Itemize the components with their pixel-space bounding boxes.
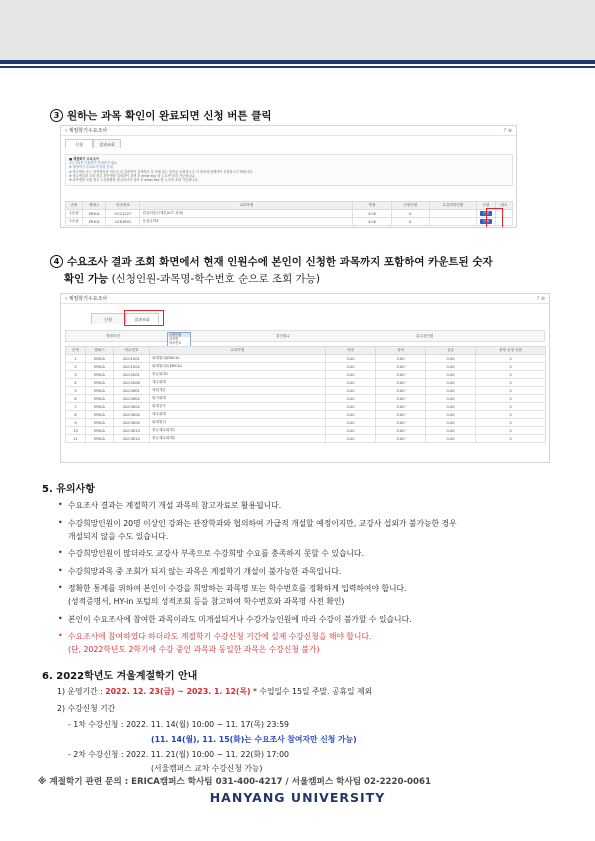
column-header: 수강희망인원 xyxy=(429,202,476,210)
step4-title-line2 xyxy=(64,271,320,286)
cell-course-name: 응용수학2 xyxy=(140,218,353,226)
cell-practice: 0.00 xyxy=(426,435,476,443)
filter-bar xyxy=(65,330,545,342)
notice-line: ※ 과목명을 모를 경우 수강편람을 참고하시어 입력 후 enter key 를 누르면 조회 가능합니다. xyxy=(69,178,199,183)
cell-lecture: 3.00 xyxy=(376,403,426,411)
cell-lecture: 3.00 xyxy=(376,363,426,371)
second-registration-line xyxy=(68,749,289,760)
sort-option[interactable]: 신청인원 xyxy=(168,333,190,337)
bullet-dot: • xyxy=(58,631,63,640)
note-item-continued: 개설되지 않을 수도 있습니다. xyxy=(68,532,169,541)
column-header: 학점 xyxy=(326,347,376,355)
table-row xyxy=(66,395,546,403)
cell-campus: ERICA xyxy=(86,427,114,435)
cell-code: ACC2601 xyxy=(114,387,150,395)
column-header: 학수번호 xyxy=(106,202,140,210)
section5-title: 5. 유의사항 xyxy=(42,484,95,495)
notice-title: ■ 계절학기 수요조사 xyxy=(69,157,99,161)
cell-applied: 0 xyxy=(391,218,429,226)
cell-current-count: 0 xyxy=(476,435,546,443)
cell-code: CCC1227 xyxy=(106,210,140,218)
header-rule-thin xyxy=(0,66,595,68)
cell-current-count: 0 xyxy=(476,371,546,379)
cell-current-count: 0 xyxy=(476,387,546,395)
total-label: 총인원수 xyxy=(276,334,290,338)
cell-course-name: 중급재무회계2 xyxy=(150,435,326,443)
column-header: 학점 xyxy=(353,202,391,210)
cell-no: 8 xyxy=(66,411,86,419)
first-reg-value: 2022. 11. 14(월) 10:00 ~ 11. 17(목) 23:59 xyxy=(125,720,289,729)
header-band xyxy=(0,0,595,60)
cell-credit: 3.00 xyxy=(326,419,376,427)
cell-lecture: 3.00 xyxy=(376,427,426,435)
chevron-right-icon: › xyxy=(65,296,67,302)
cell-code: ACC3014 xyxy=(114,435,150,443)
step4-text-line1: 수요조사 결과 조회 화면에서 현재 인원수에 본인이 신청한 과목까지 포함하여 카운트된 숫자 xyxy=(67,256,493,268)
cell-credit: 3.00 xyxy=(326,363,376,371)
column-header: 교과목명 xyxy=(150,347,326,355)
cell-campus: ERICA xyxy=(83,218,106,226)
first-registration-line xyxy=(68,719,289,730)
cell-credit: 3.00 xyxy=(326,403,376,411)
cell-practice: 0.00 xyxy=(426,387,476,395)
note-item-continued: (성적증명서, HY-in 포털의 성적조회 등을 참고하여 학수번호와 과목명 사전 확인) xyxy=(68,597,345,606)
help-icon[interactable]: ? ⊕ xyxy=(536,296,545,302)
screenshot-application xyxy=(60,125,517,228)
step3-title xyxy=(50,108,272,123)
notice-line: ※ 학수번호를 모를 경우 과목명을 입력하여 검색 후 enter key 를 누르면 조회 가능합니다. xyxy=(69,173,196,178)
cell-course-name: 재무회계 xyxy=(150,379,326,387)
cell-credit: 3.00 xyxy=(326,411,376,419)
circled-number-3: 3 xyxy=(50,109,63,122)
table-row xyxy=(66,218,513,226)
chevron-right-icon: › xyxy=(65,128,67,134)
table-header-row xyxy=(66,347,546,355)
sort-label: 정렬조건 xyxy=(106,334,120,338)
cell-course-name: 회계원리(ERICA) xyxy=(150,355,326,363)
cell-course-name: 세무회계 xyxy=(150,411,326,419)
cell-code: ACC2008 xyxy=(114,379,150,387)
column-header: 신청인원 xyxy=(391,202,429,210)
cell-lecture: 3.00 xyxy=(376,387,426,395)
note-item: 수강희망인원이 많더라도 교강사 부족으로 수강희망 수요를 충족하지 못할 수 있습니다. xyxy=(68,549,364,558)
sort-option[interactable]: 과목명 xyxy=(169,337,179,342)
cell-no: 10 xyxy=(66,427,86,435)
column-header: 순번 xyxy=(66,202,83,210)
apply-highlight-box xyxy=(486,208,503,228)
cell-no: 4 xyxy=(66,379,86,387)
column-header: 교과목명 xyxy=(140,202,353,210)
tab-apply[interactable]: 신청 xyxy=(91,313,125,324)
cell-practice: 0.00 xyxy=(426,379,476,387)
contact-info: ※ 계절학기 관련 문의 : ERICA캠퍼스 학사팀 031-400-4217 / 서울캠퍼스 학사팀 02-2220-0061 xyxy=(38,777,431,787)
bullet-dot: • xyxy=(58,500,63,509)
cell-no: 2 xyxy=(66,363,86,371)
cell-campus: ERICA xyxy=(86,379,114,387)
cell-campus: ERICA xyxy=(86,355,114,363)
column-header: 학수번호 xyxy=(114,347,150,355)
cell-current-count: 0 xyxy=(476,363,546,371)
cell-credit: 3.00 xyxy=(353,210,391,218)
second-reg-note: (서울캠퍼스 교차 수강신청 가능) xyxy=(151,764,263,773)
cell-practice: 0.00 xyxy=(426,427,476,435)
apply-table xyxy=(65,201,513,226)
table-row xyxy=(66,419,546,427)
shot1-header xyxy=(61,126,516,136)
university-logo: HANYANG UNIVERSITY xyxy=(209,790,386,805)
cell-no: 11 xyxy=(66,435,86,443)
bullet-dot: • xyxy=(58,518,63,527)
cell-rank: 2순위 xyxy=(66,218,83,226)
cell-course-name: 중급회계1 xyxy=(150,371,326,379)
period-note: * 수업일수 15일 주말. 공휴일 제외 xyxy=(250,687,373,696)
note-item: 본인이 수요조사에 참여한 과목이라도 미개설되거나 수강가능인원에 따라 수강이 불가할 수 있습니다. xyxy=(68,615,412,624)
cell-credit: 3.00 xyxy=(353,218,391,226)
cell-lecture: 3.00 xyxy=(376,371,426,379)
total-enroll-label: 총수강인원 xyxy=(416,334,434,338)
cell-applied: 0 xyxy=(391,210,429,218)
bullet-dot: • xyxy=(58,566,63,575)
cell-code: ACC1001 xyxy=(114,355,150,363)
sort-dropdown[interactable] xyxy=(167,332,191,347)
cell-credit: 3.00 xyxy=(326,395,376,403)
column-header: 캠퍼스 xyxy=(83,202,106,210)
cell-campus: ERICA xyxy=(86,419,114,427)
cell-no: 7 xyxy=(66,403,86,411)
shot2-header xyxy=(61,294,549,304)
shot2-page-title: 계절학기수요조사 xyxy=(68,296,108,302)
cell-practice: 0.00 xyxy=(426,355,476,363)
cell-no: 6 xyxy=(66,395,86,403)
column-header: 캠퍼스 xyxy=(86,347,114,355)
cell-practice: 0.00 xyxy=(426,411,476,419)
note-item: 수강희망과목 중 조회가 되지 않는 과목은 계절학기 개설이 불가능한 과목입니다. xyxy=(68,567,342,576)
cell-code: ACC2001 xyxy=(114,371,150,379)
cell-credit: 3.00 xyxy=(326,435,376,443)
step4-title xyxy=(50,254,493,269)
cell-course-name: 세법개론 xyxy=(150,387,326,395)
cell-lecture: 3.00 xyxy=(376,435,426,443)
cell-current-count: 0 xyxy=(476,411,546,419)
cell-hope xyxy=(429,210,476,218)
step4-text-bold: 확인 가능 xyxy=(64,273,109,285)
note-item: 정확한 통계를 위하여 본인이 수강을 희망하는 과목명 또는 학수번호를 정확하게 입력하여야 합니다. xyxy=(68,584,407,593)
column-header: 현재 신청 인원 xyxy=(476,347,546,355)
section6-title: 6. 2022학년도 겨울계절학기 안내 xyxy=(42,671,198,682)
cell-credit: 3.00 xyxy=(326,379,376,387)
sort-option[interactable]: 학수번호 xyxy=(169,341,182,346)
cell-practice: 0.00 xyxy=(426,363,476,371)
notice-line: ※ 학수번호 또는 과목명칭을 적으신 뒤 입력하여 검색하신 후 아래 있는 항목들 조회하시고 이 과목에 선택하여 신청하시기 바랍니다. xyxy=(69,169,254,174)
cell-campus: ERICA xyxy=(86,363,114,371)
step4-text-rest: (신청인원-과목명-학수번호 순으로 조회 가능) xyxy=(108,273,320,285)
second-reg-label: - 2차 수강신청 : xyxy=(68,750,126,759)
column-header: 순번 xyxy=(66,347,86,355)
first-reg-note: (11. 14(월), 11. 15(화)는 수요조사 참여자만 신청 가능) xyxy=(151,735,357,744)
cell-course-name: 회계감사 xyxy=(150,403,326,411)
cell-current-count: 0 xyxy=(476,355,546,363)
apply-button[interactable]: 신청 xyxy=(480,211,493,216)
cell-lecture: 3.00 xyxy=(376,411,426,419)
cell-practice: 0.00 xyxy=(426,395,476,403)
cell-current-count: 0 xyxy=(476,395,546,403)
note-item: 수강희망인원이 20명 이상인 강좌는 관장학과와 협의하여 가급적 개설할 예정이지만, 교강사 섭외가 불가능한 경우 xyxy=(68,519,457,528)
first-reg-label: - 1차 수강신청 : xyxy=(68,720,126,729)
cell-rank: 1순위 xyxy=(66,210,83,218)
table-row xyxy=(66,355,546,363)
table-row xyxy=(66,371,546,379)
note-item: 수요조사 결과는 계절학기 개설 과목의 참고자료로 활용됩니다. xyxy=(68,501,282,510)
cell-campus: ERICA xyxy=(86,403,114,411)
cell-lecture: 3.00 xyxy=(376,379,426,387)
tab-result[interactable]: 결과조회 xyxy=(93,139,121,148)
result-table-body xyxy=(66,355,546,443)
table-row xyxy=(66,411,546,419)
table-row xyxy=(66,387,546,395)
cell-course-name: 원가회계 xyxy=(150,395,326,403)
circled-number-4: 4 xyxy=(50,255,63,268)
shot1-tabs xyxy=(65,139,121,148)
table-row xyxy=(66,403,546,411)
cell-code: ACC2602 xyxy=(114,395,150,403)
column-header: 강의 xyxy=(376,347,426,355)
period-value: 2022. 12. 23(금) ~ 2023. 1. 12(목) xyxy=(105,687,251,696)
cell-no: 5 xyxy=(66,387,86,395)
period-label: 1) 운영기간 : xyxy=(57,687,106,696)
table-row xyxy=(66,379,546,387)
cell-campus: ERICA xyxy=(86,411,114,419)
bullet-dot: • xyxy=(58,614,63,623)
cell-campus: ERICA xyxy=(83,210,106,218)
tab-apply[interactable]: 신청 xyxy=(65,139,93,148)
table-row xyxy=(66,435,546,443)
cell-code: ACC3004 xyxy=(114,411,150,419)
cell-credit: 3.00 xyxy=(326,355,376,363)
cell-code: ACC3005 xyxy=(114,419,150,427)
cell-no: 3 xyxy=(66,371,86,379)
table-row xyxy=(66,210,513,218)
column-header: 취소 xyxy=(495,202,512,210)
step3-text: 원하는 과목 확인이 완료되면 신청 버튼 클릭 xyxy=(67,110,272,122)
screenshot-results xyxy=(60,293,550,463)
cell-course-name: 회계원리2(ERICA) xyxy=(150,363,326,371)
cell-course-name: 컴퓨터통신개론(ICT 과정) xyxy=(140,210,353,218)
apply-button[interactable]: 신청 xyxy=(480,219,493,224)
note-item-warning-continued: (단, 2022학년도 2학기에 수강 중인 과목과 동일한 과목은 수강신청 불가) xyxy=(68,645,320,654)
cell-credit: 3.00 xyxy=(326,427,376,435)
cell-lecture: 3.00 xyxy=(376,419,426,427)
notice-line: 1인 1과목 이용하기 안내하기 필요 xyxy=(69,161,118,166)
cell-code: ACC3013 xyxy=(114,427,150,435)
result-tab-highlight-box xyxy=(124,310,164,326)
table-row xyxy=(66,427,546,435)
table-row xyxy=(66,363,546,371)
shot1-page-title: 계절학기수요조사 xyxy=(68,128,108,134)
help-icon[interactable]: ? ⊕ xyxy=(503,128,512,134)
cell-current-count: 0 xyxy=(476,379,546,387)
cell-practice: 0.00 xyxy=(426,419,476,427)
note-item-warning: 수요조사에 참여하였다 하더라도 계절학기 수강신청 기간에 실제 수강신청을 해야 합니다. xyxy=(68,632,372,641)
cell-current-count: 0 xyxy=(476,419,546,427)
column-header: 신청 xyxy=(476,202,495,210)
period-line xyxy=(57,686,372,697)
cell-hope xyxy=(429,218,476,226)
cell-campus: ERICA xyxy=(86,371,114,379)
cell-code: ACC3002 xyxy=(114,403,150,411)
cell-course-name: 중급재무회계1 xyxy=(150,427,326,435)
cell-campus: ERICA xyxy=(86,387,114,395)
cell-no: 9 xyxy=(66,419,86,427)
cell-lecture: 3.00 xyxy=(376,395,426,403)
cell-course-name: 회계원리 xyxy=(150,419,326,427)
registration-label: 2) 수강신청 기간 xyxy=(57,704,116,713)
cell-no: 1 xyxy=(66,355,86,363)
cell-code: CCE3901 xyxy=(106,218,140,226)
notice-box xyxy=(65,154,513,186)
result-table xyxy=(65,346,546,443)
cell-campus: ERICA xyxy=(86,395,114,403)
tab-result[interactable]: 결과조회 xyxy=(125,313,159,324)
cell-practice: 0.00 xyxy=(426,371,476,379)
cell-current-count: 0 xyxy=(476,403,546,411)
cell-campus: ERICA xyxy=(86,435,114,443)
cell-lecture: 3.00 xyxy=(376,355,426,363)
header-rule xyxy=(0,60,595,64)
cell-credit: 3.00 xyxy=(326,387,376,395)
cell-code: ACC1002 xyxy=(114,363,150,371)
cell-current-count: 0 xyxy=(476,427,546,435)
cell-credit: 3.00 xyxy=(326,371,376,379)
table-header-row xyxy=(66,202,513,210)
column-header: 실습 xyxy=(426,347,476,355)
second-reg-value: 2022. 11. 21(월) 10:00 ~ 11. 22(화) 17:00 xyxy=(125,750,289,759)
cell-practice: 0.00 xyxy=(426,403,476,411)
bullet-dot: • xyxy=(58,548,63,557)
bullet-dot: • xyxy=(58,583,63,592)
notice-line: ※ 계절학기 수요조사 일정 안내 xyxy=(69,165,113,170)
